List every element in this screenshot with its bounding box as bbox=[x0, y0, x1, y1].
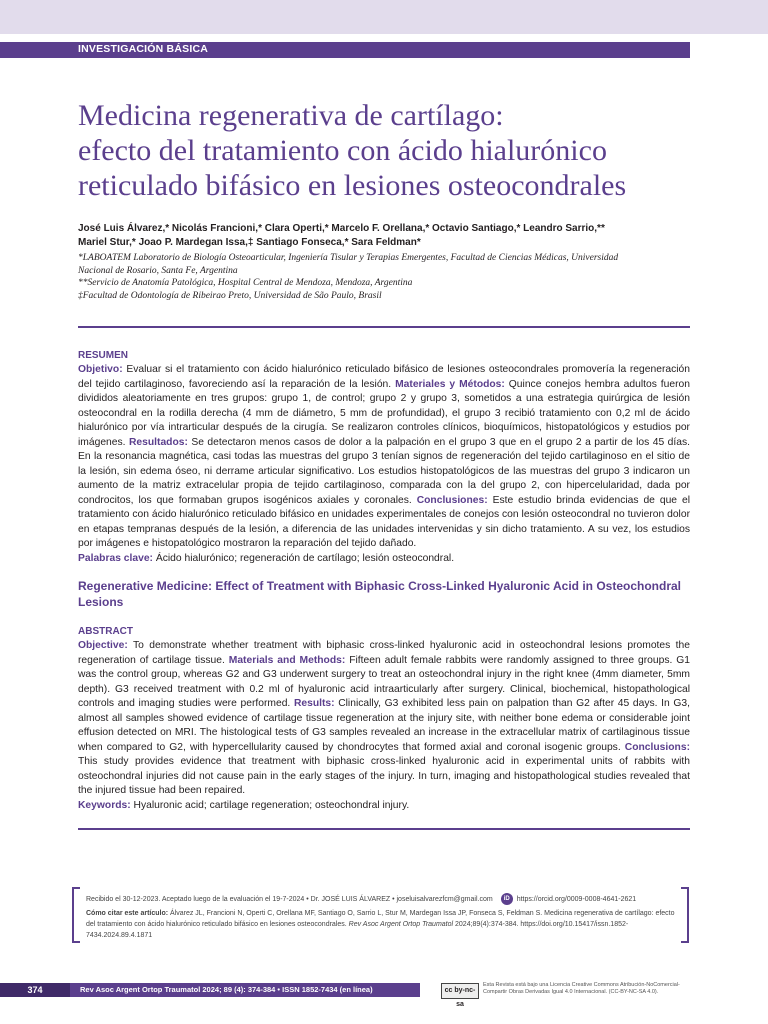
affiliation-line: *LABOATEM Laboratorio de Biología Osteoarticular, Ingeniería Tisular y Terapias Emergentes, Facultad de Ciencias Médicas, Universidad bbox=[78, 253, 619, 263]
section-label: INVESTIGACIÓN BÁSICA bbox=[78, 43, 209, 55]
objetivo-label: Objetivo: bbox=[78, 364, 123, 375]
conclusions-text: This study provides evidence that treatment with biphasic cross-linked hyaluronic acid in experimental units of rabbits with osteochondral injuries did not cause pain in the early stages of the injury. In turn, imaging and histopathological studies revealed that the injured tissue had been repaired. bbox=[78, 756, 690, 796]
conclusiones-label: Conclusiones: bbox=[416, 494, 488, 506]
results-text: Clinically, G3 exhibited less pain on palpation than G2 after 45 days. In G3, almost all samples showed evidence of cartilage tissue regeneration at the injury site, with neither bone edema or considerable joint effusion detected on MRI. The histological tests of G3 samples revealed an increase in the extracellular matrix of cartilaginous tissue when compared to G2, with hypercellularity caused by chondrocytes that formed axial and coronal isogenic groups. bbox=[78, 698, 690, 753]
orcid-link[interactable]: https://orcid.org/0009-0008-4641-2621 bbox=[516, 895, 637, 903]
cite-label: Cómo citar este artículo: bbox=[86, 910, 169, 917]
materiales-text: Quince conejos hembra adultos fueron divididos aleatoriamente en tres grupos: grupo 1, de control; grupo 2 y grupo 3, sometidos a una estrategia quirúrgica de lesión osteocondral en la rodilla derecha (4 mm de diámetro, 5 mm de profundidad), el grupo 3 recibió tratamiento con 0,2 ml de ácido hialurónico por vía intrarticular después de la cirugía. Se realizaron controles clínicos, bioquímicos, histopatológicos y estudios por imágenes. bbox=[78, 378, 691, 448]
citation bbox=[86, 908, 678, 941]
conclusions-label: Conclusions: bbox=[624, 741, 690, 753]
abstract-body bbox=[78, 639, 690, 813]
footer-bracket-left bbox=[72, 887, 80, 943]
objective-text: To demonstrate whether treatment with biphasic cross-linked hyaluronic acid in osteochondral lesions promotes the regeneration of cartilage tissue. bbox=[78, 640, 690, 666]
cite-journal: Rev Asoc Argent Ortop Traumatol bbox=[348, 921, 454, 928]
cite-text: Álvarez JL, Francioni N, Operti C, Orellana MF, Santiago O, Sarrio L, Stur M, Mardegan Issa JP, Fonseca S, Feldman S. Medicina regenerativa de cartílago: efecto del tratamiento con ácido hialurónico reticulado bifásico en lesiones osteocondrales. bbox=[86, 910, 675, 928]
section-bar bbox=[0, 42, 690, 58]
page-number: 374 bbox=[0, 983, 70, 997]
top-color-band bbox=[0, 0, 768, 34]
resultados-label: Resultados: bbox=[128, 436, 188, 448]
author-list bbox=[78, 222, 690, 250]
palabras-clave-text: Ácido hialurónico; regeneración de cartílago; lesión osteocondral. bbox=[153, 552, 455, 564]
results-label: Results: bbox=[293, 698, 335, 709]
english-title-line: Lesions bbox=[78, 595, 124, 609]
materials-text: Fifteen adult female rabbits were randomly assigned to three groups. G1 was the control group, whereas G2 and G3 underwent surgery to treat an osteochondral injury in the right knee (4mm diameter, 5mm depth). G3 received treatment with 0.2 ml of hyaluronic acid intraarticularly after surgery. Clinical, biochemical, histopathological controls and imaging studies were performed. bbox=[78, 654, 690, 709]
author-line: Mariel Stur,* Joao P. Mardegan Issa,‡ Santiago Fonseca,* Sara Feldman* bbox=[78, 237, 421, 248]
keywords-label: Keywords: bbox=[78, 799, 131, 811]
affiliation-line: **Servicio de Anatomía Patológica, Hospital Central de Mendoza, Mendoza, Argentina bbox=[78, 278, 413, 288]
materials-label: Materials and Methods: bbox=[228, 654, 346, 666]
license-text: Esta Revista está bajo una Licencia Creative Commons Atribución-NoComercial-Compartir Obras Derivadas Igual 4.0 Internacional. (CC-BY-NC-SA 4.0). bbox=[483, 982, 680, 995]
creative-commons-icon[interactable]: cc by-nc-sa bbox=[441, 983, 479, 999]
affiliation-line: ‡Facultad de Odontología de Ribeirao Preto, Universidad de São Paulo, Brasil bbox=[78, 290, 382, 301]
objetivo-text: Evaluar si el tratamiento con ácido hialurónico reticulado bifásico de lesiones osteocondrales promovería la regeneración del tejido cartilaginoso, favoreciendo así la reparación de la lesión. bbox=[78, 364, 690, 390]
divider-bottom bbox=[78, 828, 690, 830]
footer-bracket-right bbox=[681, 887, 689, 943]
keywords-text: Hyaluronic acid; cartilage regeneration; osteochondral injury. bbox=[130, 799, 410, 811]
article-title bbox=[78, 98, 718, 203]
resumen-body bbox=[78, 363, 690, 566]
english-title-line: Regenerative Medicine: Effect of Treatment with Biphasic Cross-Linked Hyaluronic Acid in Osteochondral bbox=[78, 579, 682, 593]
resumen-heading: RESUMEN bbox=[78, 350, 129, 361]
title-line: efecto del tratamiento con ácido hialurónico bbox=[78, 134, 607, 167]
article-footer bbox=[86, 893, 678, 941]
english-title bbox=[78, 578, 690, 610]
conclusiones-text: Este estudio brinda evidencias de que el tratamiento con ácido hialurónico reticulado bifásico en unidades experimentales de conejos con lesión osteocondral no tuvieron dolor en etapas tempranas después de la lesión, a diferencia de las unidades intervenidas y sin dicho tratamiento. A su vez, los estudios por imágenes e histopatológico mostraron la reparación del tejido dañado. bbox=[78, 494, 690, 549]
abstract-heading: ABSTRACT bbox=[78, 626, 133, 637]
divider-top bbox=[78, 326, 690, 328]
author-line: José Luis Álvarez,* Nicolás Francioni,* Clara Operti,* Marcelo F. Orellana,* Octavio Santiago,* Leandro Sarrio,** bbox=[78, 223, 605, 234]
journal-bar bbox=[0, 983, 420, 997]
orcid-icon: iD bbox=[501, 893, 513, 905]
objective-label: Objective: bbox=[78, 640, 128, 651]
title-line: reticulado bifásico en lesiones osteocondrales bbox=[78, 169, 627, 202]
materiales-label: Materiales y Métodos: bbox=[395, 378, 505, 390]
received-line: Recibido el 30-12-2023. Aceptado luego de la evaluación el 19-7-2024 • Dr. JOSÉ LUIS ÁLVAREZ • joseluisalvarezfcm@gmail.com bbox=[86, 895, 493, 903]
resultados-text: Se detectaron menos casos de dolor a la palpación en el grupo 3 que en el grupo 2 a partir de los 45 días. En la resonancia magnética, casi todas las muestras del grupo 3 tenían signos de regeneración del tejido cartilaginoso en el sitio de la lesión, sin edema óseo, ni derrame articular significativo. Los estudios histopatológicos de las muestras del grupo 3 indicaron un aumento de la matriz extracelular propia de tejido cartilaginoso, comparada con la del grupo 2, con hipercelularidad, dada por condrocitos, los que formaban grupos isogénicos axiales y coronales. bbox=[78, 436, 690, 506]
palabras-clave-label: Palabras clave: bbox=[78, 552, 153, 564]
cite-doi[interactable]: 2024;89(4):374-384. https://doi.org/10.15417/issn.1852-7434.2024.89.4.1871 bbox=[86, 921, 629, 939]
affiliations bbox=[78, 252, 693, 302]
affiliation-line: Nacional de Rosario, Santa Fe, Argentina bbox=[78, 265, 238, 276]
title-line: Medicina regenerativa de cartílago: bbox=[78, 99, 504, 132]
journal-line: Rev Asoc Argent Ortop Traumatol 2024; 89 (4): 374-384 • ISSN 1852-7434 (en línea) bbox=[80, 985, 373, 994]
